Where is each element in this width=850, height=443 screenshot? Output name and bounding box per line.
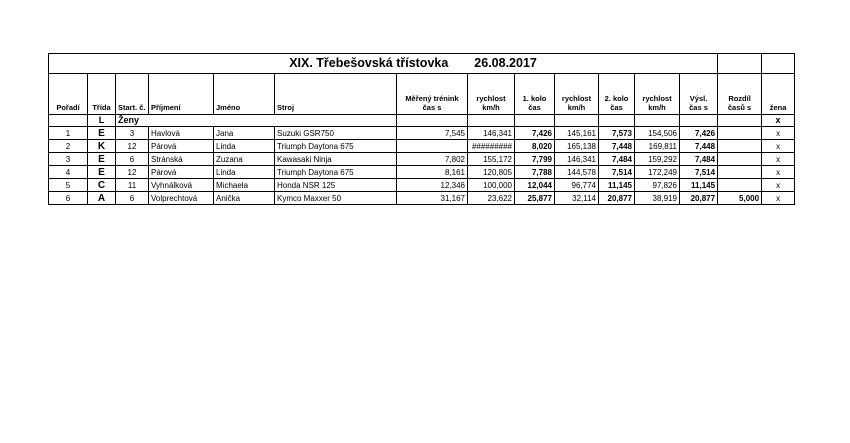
cell-rychlost-2: 145,161 (555, 127, 599, 140)
cell-prijmeni: Párová (149, 166, 214, 179)
cell-rychlost-2: 96,774 (555, 179, 599, 192)
cell-kolo-1: 12,044 (515, 179, 555, 192)
cell-vysledek: 7,514 (680, 166, 718, 179)
category-empty-cell (515, 115, 555, 127)
header-zena: žena (762, 74, 795, 115)
header-trida: Třída (88, 74, 116, 115)
header-mereny-trenink (397, 74, 468, 115)
results-table (48, 53, 795, 205)
header-kolo2-line1: 2. kolo (604, 94, 629, 103)
header-mereny-line1: Měřený trénink (405, 94, 459, 103)
cell-trenink (397, 140, 468, 153)
cell-trida: K (88, 140, 116, 153)
header-rychlost2-line2: km/h (567, 103, 586, 112)
cell-trenink: 12,346 (397, 179, 468, 192)
cell-rychlost-1: ######### (468, 140, 515, 153)
header-rozdil-line2: časů s (727, 103, 752, 112)
cell-trida: E (88, 127, 116, 140)
cell-rozdil (718, 127, 762, 140)
cell-vysledek: 7,448 (680, 140, 718, 153)
header-rychlost-1 (468, 74, 515, 115)
cell-poradi: 2 (49, 140, 88, 153)
cell-prijmeni: Havlová (149, 127, 214, 140)
cell-jmeno: Linda (214, 166, 275, 179)
cell-rychlost-2: 146,341 (555, 153, 599, 166)
cell-rychlost-1: 155,172 (468, 153, 515, 166)
header-rychlost-3 (635, 74, 680, 115)
cell-rozdil (718, 166, 762, 179)
event-title: XIX. Třebešovská třístovka (289, 56, 449, 70)
cell-kolo-2: 7,573 (599, 127, 635, 140)
header-kolo1-line2: čas (528, 103, 541, 112)
cell-rychlost-3: 159,292 (635, 153, 680, 166)
header-rychlost1-line1: rychlost (476, 94, 506, 103)
cell-rozdil (718, 153, 762, 166)
cell-prijmeni: Párová (149, 140, 214, 153)
header-mereny-line2: čas s (422, 103, 442, 112)
title-cell (49, 54, 718, 74)
cell-stroj: Honda NSR 125 (275, 179, 397, 192)
header-kolo-1 (515, 74, 555, 115)
cell-jmeno: Jana (214, 127, 275, 140)
cell-prijmeni: Volprechtová (149, 192, 214, 205)
cell-rychlost-3: 172,249 (635, 166, 680, 179)
cell-jmeno: Anička (214, 192, 275, 205)
category-code: L (88, 115, 116, 127)
header-poradi: Pořadí (49, 74, 88, 115)
cell-trenink: 7,802 (397, 153, 468, 166)
title-row (49, 54, 795, 74)
cell-trenink: 8,161 (397, 166, 468, 179)
cell-stroj: Triumph Daytona 675 (275, 166, 397, 179)
cell-start: 6 (116, 153, 149, 166)
header-rychlost-2 (555, 74, 599, 115)
header-kolo-2 (599, 74, 635, 115)
header-rozdil (718, 74, 762, 115)
table-row (49, 192, 795, 205)
cell-vysledek: 11,145 (680, 179, 718, 192)
header-rychlost2-line1: rychlost (561, 94, 592, 103)
category-zena-mark: x (762, 115, 795, 127)
cell-kolo-1: 7,426 (515, 127, 555, 140)
cell-zena: x (762, 179, 795, 192)
cell-rychlost-3: 169,811 (635, 140, 680, 153)
event-date: 26.08.2017 (474, 56, 537, 70)
cell-rychlost-1: 100,000 (468, 179, 515, 192)
cell-vysledek: 7,426 (680, 127, 718, 140)
cell-trenink: 7,545 (397, 127, 468, 140)
cell-kolo-2: 11,145 (599, 179, 635, 192)
cell-rozdil (718, 140, 762, 153)
category-empty-cell (718, 115, 762, 127)
cell-rychlost-3: 97,826 (635, 179, 680, 192)
cell-jmeno: Michaela (214, 179, 275, 192)
table-row (49, 179, 795, 192)
cell-poradi: 5 (49, 179, 88, 192)
cell-rychlost-2: 165,138 (555, 140, 599, 153)
cell-kolo-2: 7,448 (599, 140, 635, 153)
cell-kolo-2: 7,484 (599, 153, 635, 166)
cell-kolo-2: 7,514 (599, 166, 635, 179)
cell-stroj: Triumph Daytona 675 (275, 140, 397, 153)
cell-zena: x (762, 140, 795, 153)
cell-jmeno: Zuzana (214, 153, 275, 166)
category-empty-cell (599, 115, 635, 127)
table-row (49, 140, 795, 153)
cell-zena: x (762, 192, 795, 205)
title-empty-cell (762, 54, 795, 74)
cell-poradi: 4 (49, 166, 88, 179)
cell-poradi: 1 (49, 127, 88, 140)
cell-start: 3 (116, 127, 149, 140)
category-empty-cell (555, 115, 599, 127)
cell-vysledek: 20,877 (680, 192, 718, 205)
cell-rychlost-3: 38,919 (635, 192, 680, 205)
cell-start: 12 (116, 140, 149, 153)
cell-rozdil: 5,000 (718, 192, 762, 205)
cell-zena: x (762, 127, 795, 140)
cell-start: 11 (116, 179, 149, 192)
category-empty-cell (680, 115, 718, 127)
cell-poradi: 3 (49, 153, 88, 166)
title-empty-cell (718, 54, 762, 74)
category-name: Ženy (116, 115, 397, 127)
header-start: Start. č. (116, 74, 149, 115)
cell-prijmeni: Stránská (149, 153, 214, 166)
header-stroj: Stroj (275, 74, 397, 115)
header-prijmeni: Příjmení (149, 74, 214, 115)
cell-trenink: 31,167 (397, 192, 468, 205)
cell-stroj: Suzuki GSR750 (275, 127, 397, 140)
category-row (49, 115, 795, 127)
category-empty-cell (468, 115, 515, 127)
header-vysledny-cas (680, 74, 718, 115)
cell-stroj: Kawasaki Ninja (275, 153, 397, 166)
category-empty-cell (635, 115, 680, 127)
header-row (49, 74, 795, 115)
cell-start: 6 (116, 192, 149, 205)
cell-kolo-2: 20,877 (599, 192, 635, 205)
header-kolo2-line2: čas (610, 103, 623, 112)
cell-prijmeni: Vyhnálková (149, 179, 214, 192)
header-rychlost3-line1: rychlost (642, 94, 672, 103)
cell-rychlost-1: 23,622 (468, 192, 515, 205)
cell-poradi: 6 (49, 192, 88, 205)
cell-kolo-1: 7,799 (515, 153, 555, 166)
cell-trida: A (88, 192, 116, 205)
table-row (49, 166, 795, 179)
cell-rychlost-1: 120,805 (468, 166, 515, 179)
cell-zena: x (762, 166, 795, 179)
header-vysl-line1: Výsl. (689, 94, 708, 103)
header-vysl-line2: čas s (689, 103, 708, 112)
cell-rychlost-2: 32,114 (555, 192, 599, 205)
cell-start: 12 (116, 166, 149, 179)
header-rychlost1-line2: km/h (482, 103, 500, 112)
cell-stroj: Kymco Maxxer 50 (275, 192, 397, 205)
cell-zena: x (762, 153, 795, 166)
cell-rychlost-1: 146,341 (468, 127, 515, 140)
cell-kolo-1: 8,020 (515, 140, 555, 153)
cell-vysledek: 7,484 (680, 153, 718, 166)
cell-kolo-1: 25,877 (515, 192, 555, 205)
cell-rychlost-2: 144,578 (555, 166, 599, 179)
header-jmeno: Jméno (214, 74, 275, 115)
cell-trida: E (88, 153, 116, 166)
cell-trida: E (88, 166, 116, 179)
cell-jmeno: Linda (214, 140, 275, 153)
cell-rychlost-3: 154,506 (635, 127, 680, 140)
table-row (49, 127, 795, 140)
category-empty-cell (49, 115, 88, 127)
cell-rozdil (718, 179, 762, 192)
header-rozdil-line1: Rozdíl (728, 94, 751, 103)
cell-kolo-1: 7,788 (515, 166, 555, 179)
header-rychlost3-line2: km/h (648, 103, 666, 112)
cell-trida: C (88, 179, 116, 192)
header-kolo1-line1: 1. kolo (522, 94, 547, 103)
category-empty-cell (397, 115, 468, 127)
table-row (49, 153, 795, 166)
